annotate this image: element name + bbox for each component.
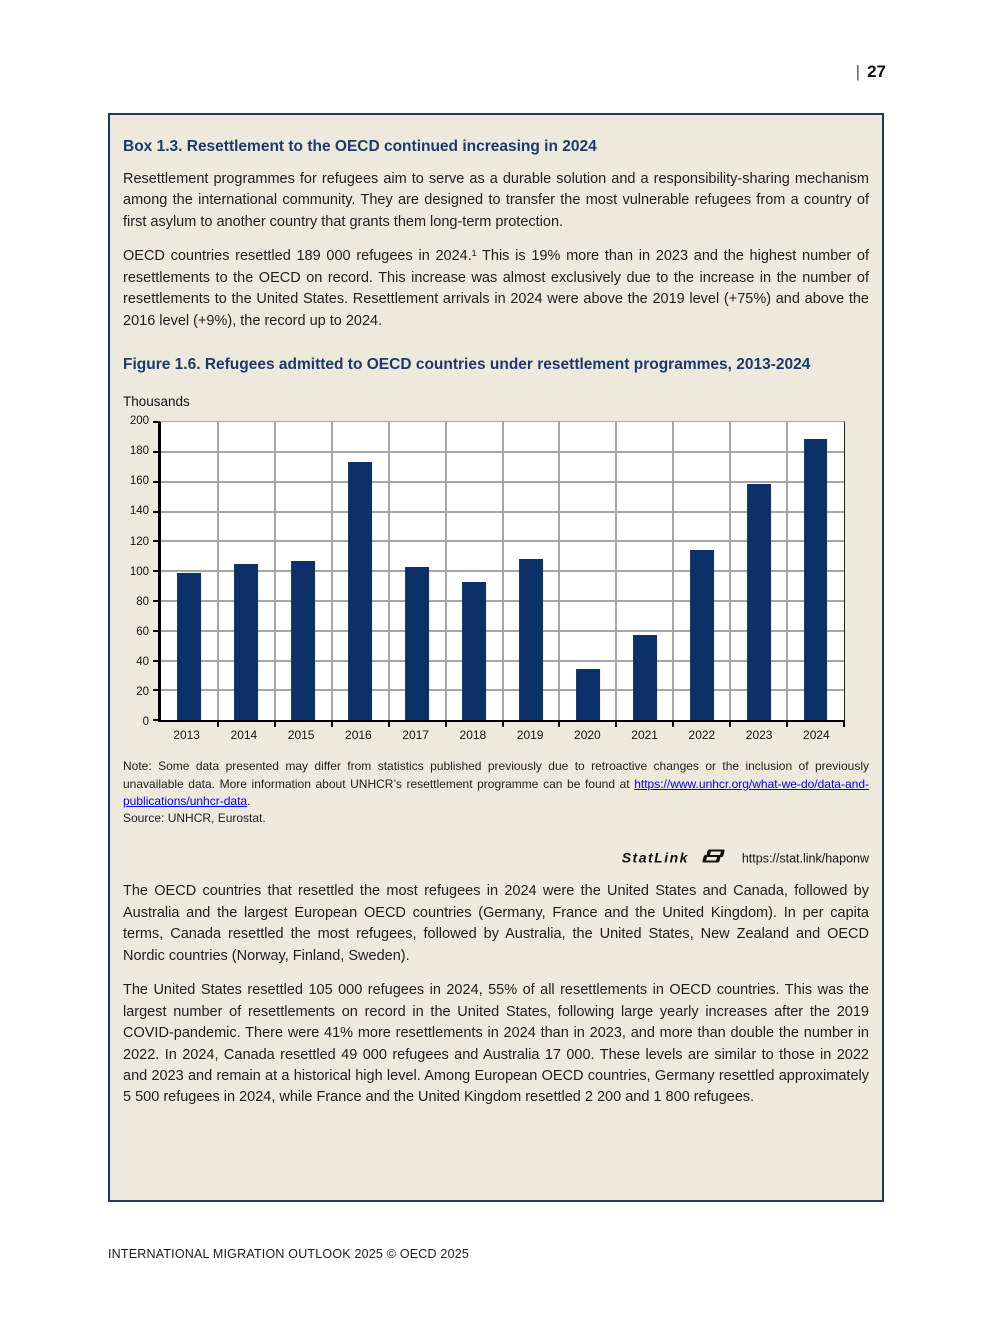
box-paragraph-2: OECD countries resettled 189 000 refugees in 2024.¹ This is 19% more than in 2023 and the highest number of resettlements to the OECD on record. This increase was almost exclusively due to the increase in the number of resettlements to the United States. Resettlement arrivals in 2024 were above the 2019 level (+75%) and above the 2016 level (+9%), the record up to 2024. xyxy=(123,248,869,329)
x-tick-mark xyxy=(502,722,504,727)
x-tick-label: 2016 xyxy=(345,728,372,743)
y-tick-mark xyxy=(153,540,158,542)
note-text: Note: Some data presented may differ from statistics published previously due to retroactive changes or the inclusion of previously unavailable data. More information about UNHCR’s resettlement programme can be found at xyxy=(123,759,869,791)
box-paragraph-1: Resettlement programmes for refugees aim to serve as a durable solution and a responsibility-sharing mechanism among the international community. They are designed to transfer the most vulnerable refugees from a country of first asylum to another country that grants them long-term protection. xyxy=(123,171,869,230)
y-tick-mark xyxy=(153,481,158,483)
x-tick-label: 2019 xyxy=(516,728,544,743)
x-axis-labels xyxy=(158,728,845,742)
x-tick-mark xyxy=(615,722,617,727)
y-tick-label: 180 xyxy=(129,445,149,458)
after-figure-paragraph-2: The United States resettled 105 000 refugees in 2024, 55% of all resettlements in OECD countries. This was the largest number of resettlements on record in the United States, following large yearly increases after the 2019 COVID-pandemic. There were 41% more resettlements in 2024 than in 2023, and more than double the number in 2022. In 2024, Canada resettled 49 000 refugees and Australia 17 000. These levels are similar to those in 2022 and 2023 and remain at a historical high level. Among European OECD countries, Germany resettled approximately 5 500 refugees in 2024, while France and the United Kingdom resettled 2 200 and 1 800 refugees. xyxy=(123,982,869,1106)
x-tick-label: 2024 xyxy=(803,728,830,743)
vertical-gridline xyxy=(217,422,219,720)
bar-2024 xyxy=(804,439,828,720)
bar-2023 xyxy=(747,484,771,720)
vertical-gridline xyxy=(331,422,333,720)
vertical-gridline xyxy=(274,422,276,720)
y-tick-label: 60 xyxy=(136,625,149,638)
x-tick-mark xyxy=(729,722,731,727)
bar-2022 xyxy=(690,550,714,721)
box-title: Box 1.3. Resettlement to the OECD continued increasing in 2024 xyxy=(123,138,597,155)
x-tick-label: 2023 xyxy=(745,728,773,743)
y-tick-label: 100 xyxy=(129,565,149,578)
vertical-gridline xyxy=(615,422,617,720)
y-tick-label: 140 xyxy=(129,505,149,518)
after-figure-paragraph-1: The OECD countries that resettled the most refugees in 2024 were the United States and Canada, followed by Australia and the largest European OECD countries (Germany, France and the United Kingdom). In per capita terms, Canada resettled the most refugees, followed by Australia, the United States, New Zealand and OECD Nordic countries (Norway, Finland, Sweden). xyxy=(123,883,869,964)
x-tick-label: 2015 xyxy=(287,728,315,743)
note-suffix: . xyxy=(247,793,251,808)
bar-2020 xyxy=(576,669,600,720)
figure-unit-label: Thousands xyxy=(123,394,190,410)
vertical-gridline xyxy=(786,422,788,720)
y-tick-mark xyxy=(153,570,158,572)
vertical-gridline xyxy=(502,422,504,720)
statlink-icon xyxy=(701,849,727,868)
chart-plot-area xyxy=(158,421,845,722)
x-tick-label: 2021 xyxy=(631,728,658,743)
x-tick-mark xyxy=(217,722,219,727)
x-tick-label: 2017 xyxy=(402,728,429,743)
statlink-label: StatLink xyxy=(621,850,689,867)
note-link[interactable]: https://www.unhcr.org/what-we-do/data-and-publications/unhcr-data xyxy=(123,776,869,808)
bar-2016 xyxy=(348,462,372,720)
y-tick-label: 200 xyxy=(129,415,149,428)
bar-2019 xyxy=(519,559,543,720)
x-tick-mark xyxy=(558,722,560,727)
page-footer: INTERNATIONAL MIGRATION OUTLOOK 2025 © OECD 2025 xyxy=(108,1247,470,1261)
y-tick-mark xyxy=(153,630,158,632)
bar-chart xyxy=(123,415,845,743)
box-1-3 xyxy=(108,113,884,1202)
statlink-row xyxy=(123,849,869,868)
x-tick-label: 2013 xyxy=(173,728,200,743)
y-tick-mark xyxy=(153,511,158,513)
vertical-gridline xyxy=(445,422,447,720)
x-tick-label: 2014 xyxy=(230,728,258,743)
x-tick-mark xyxy=(786,722,788,727)
x-tick-mark xyxy=(274,722,276,727)
y-tick-mark xyxy=(153,660,158,662)
x-tick-label: 2022 xyxy=(688,728,716,743)
y-tick-label: 40 xyxy=(136,655,149,668)
y-tick-mark xyxy=(153,600,158,602)
x-tick-mark xyxy=(672,722,674,727)
x-tick-mark xyxy=(331,722,333,727)
y-tick-mark xyxy=(153,451,158,453)
x-tick-mark xyxy=(445,722,447,727)
bar-2021 xyxy=(633,635,657,721)
y-tick-label: 120 xyxy=(129,535,149,548)
y-tick-label: 80 xyxy=(136,595,149,608)
y-tick-mark xyxy=(153,421,158,423)
y-tick-label: 160 xyxy=(129,475,149,488)
x-tick-mark xyxy=(388,722,390,727)
figure-title: Figure 1.6. Refugees admitted to OECD countries under resettlement programmes, 2013-2024 xyxy=(123,356,811,374)
x-tick-mark xyxy=(843,722,845,727)
y-tick-mark xyxy=(153,719,158,721)
statlink-url[interactable]: https://stat.link/haponw xyxy=(741,852,869,867)
figure-source: Source: UNHCR, Eurostat. xyxy=(123,811,266,826)
page-number-value: 27 xyxy=(867,62,886,81)
vertical-gridline xyxy=(388,422,390,720)
x-tick-label: 2020 xyxy=(574,728,601,743)
vertical-gridline xyxy=(729,422,731,720)
x-tick-label: 2018 xyxy=(459,728,487,743)
bar-2014 xyxy=(234,564,258,720)
page-number xyxy=(856,62,886,82)
y-tick-label: 0 xyxy=(142,716,149,729)
vertical-gridline xyxy=(672,422,674,720)
y-tick-mark xyxy=(153,689,158,691)
bar-2013 xyxy=(178,573,202,720)
y-tick-label: 20 xyxy=(136,686,149,699)
vertical-gridline xyxy=(558,422,560,720)
bar-2018 xyxy=(462,582,486,720)
figure-note xyxy=(123,758,869,810)
page-number-separator: | xyxy=(855,62,861,81)
bar-2017 xyxy=(405,567,429,720)
bar-2015 xyxy=(291,561,315,720)
